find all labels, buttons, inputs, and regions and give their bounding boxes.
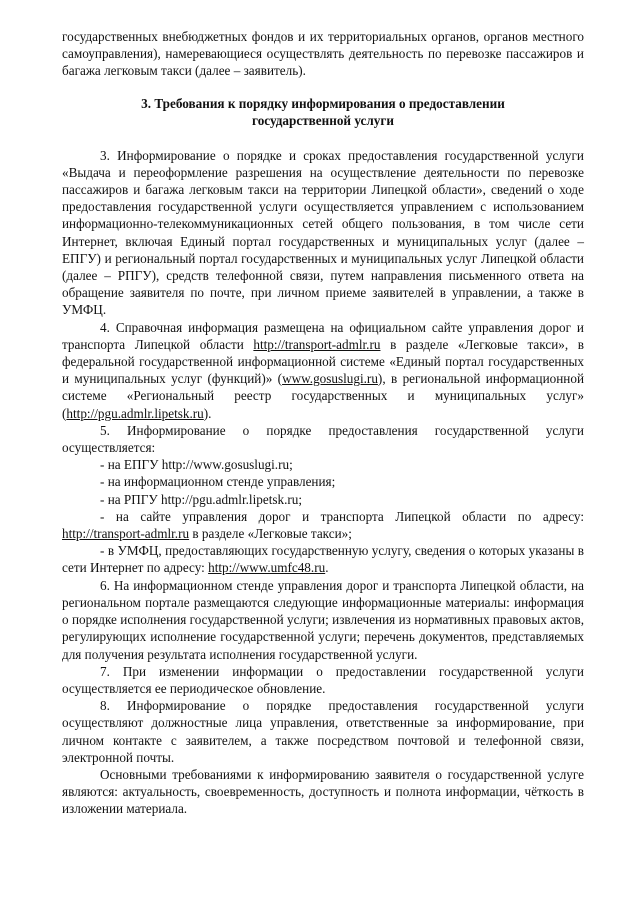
paragraph-7: 7. При изменении информации о предоставлении государственной услуги осуществляется ее периодическое обновление. — [62, 663, 584, 696]
pgu-link[interactable]: http://pgu.admlr.lipetsk.ru — [66, 405, 204, 421]
list-item-site-text-b: в разделе «Легковые такси»; — [189, 526, 352, 542]
section-title-line-2: государственной услуги — [252, 112, 394, 128]
list-item-umfc-text-a: - в УМФЦ, предоставляющих государственную услугу, сведения о которых указаны в сети Интернет по адресу: — [62, 543, 584, 576]
gosuslugi-link[interactable]: www.gosuslugi.ru — [282, 371, 378, 387]
list-item-site-text-a: - на сайте управления дорог и транспорта Липецкой области по адресу: — [100, 508, 584, 524]
paragraph-8: 8. Информирование о порядке предоставления государственной услуги осуществляют должностные лица управления, ответственные за информирование, при личном контакте с заявителем, а также посредством почтовой и телефонной связи, электронной почты. — [62, 698, 584, 765]
section-heading — [62, 95, 584, 129]
paragraph-5: 5. Информирование о порядке предоставления государственной услуги осуществляется: — [62, 422, 584, 456]
list-item-umfc-text-b: . — [325, 560, 329, 576]
section-title-line-1: 3. Требования к порядку информирования о предоставлении — [141, 95, 505, 111]
list-item-umfc — [62, 542, 584, 576]
paragraph-3: 3. Информирование о порядке и сроках предоставления государственной услуги «Выдача и переоформление разрешения на осуществление деятельности по перевозке пассажиров и багажа легковым такси на территории Липецкой области», сведений о ходе предоставления государственной услуги осуществляется управлением с использованием информационно-телекоммуникационных сетей общего пользования, в том числе сети Интернет, включая Единый портал государственных и муниципальных услуг (далее – ЕПГУ) и региональный портал государственных и муниципальных услуг Липецкой области (далее – РПГУ), средств телефонной связи, путем направления письменного ответа на обращение заявителя по почте, при личном приеме заявителей в управлении, а также в УМФЦ. — [62, 147, 584, 318]
list-item-rpgu: - на РПГУ http://pgu.admlr.lipetsk.ru; — [100, 491, 303, 507]
paragraph-6: 6. На информационном стенде управления дорог и транспорта Липецкой области, на региональном портале размещаются следующие информационные материалы: информация о порядке исполнения государственной услуги; извлечения из нормативных правовых актов, регулирующих исполнение государственной услуги; перечень документов, представляемых для получения результата исполнения государственной услуги. — [62, 577, 584, 662]
transport-site-link[interactable]: http://transport-admlr.ru — [253, 336, 381, 352]
paragraph-4-text-b: в разделе «Легковые такси», в федеральной государственной информационной системе «Единый портал государственных и муниципальных услуг (функций)» ( — [62, 336, 584, 387]
umfc-link[interactable]: http://www.umfc48.ru — [208, 560, 326, 576]
intro-paragraph: государственных внебюджетных фондов и их территориальных органов, органов местного самоуправления), намеревающиеся осуществлять деятельность по перевозке пассажиров и багажа легковым такси (далее – заявитель). — [62, 29, 584, 79]
list-item-stand: - на информационном стенде управления; — [100, 474, 336, 490]
paragraph-4 — [62, 319, 584, 422]
list-item-site — [62, 508, 584, 542]
paragraph-requirements: Основными требованиями к информированию заявителя о государственной услуге являются: актуальность, своевременность, доступность и полнота информации, чёткость в изложении материала. — [62, 766, 584, 817]
list-item-epgu: - на ЕПГУ http://www.gosuslugi.ru; — [100, 457, 293, 473]
paragraph-4-text-a: 4. Справочная информация размещена на официальном сайте управления дорог и транспорта Липецкой области — [62, 319, 584, 352]
paragraph-4-text-c: ), в региональной информационной системе «Региональный реестр государственных и муниципальных услуг» ( — [62, 371, 584, 421]
transport-site-link-2[interactable]: http://transport-admlr.ru — [62, 526, 190, 542]
document-page — [62, 28, 584, 818]
paragraph-4-text-d: ). — [203, 405, 212, 421]
